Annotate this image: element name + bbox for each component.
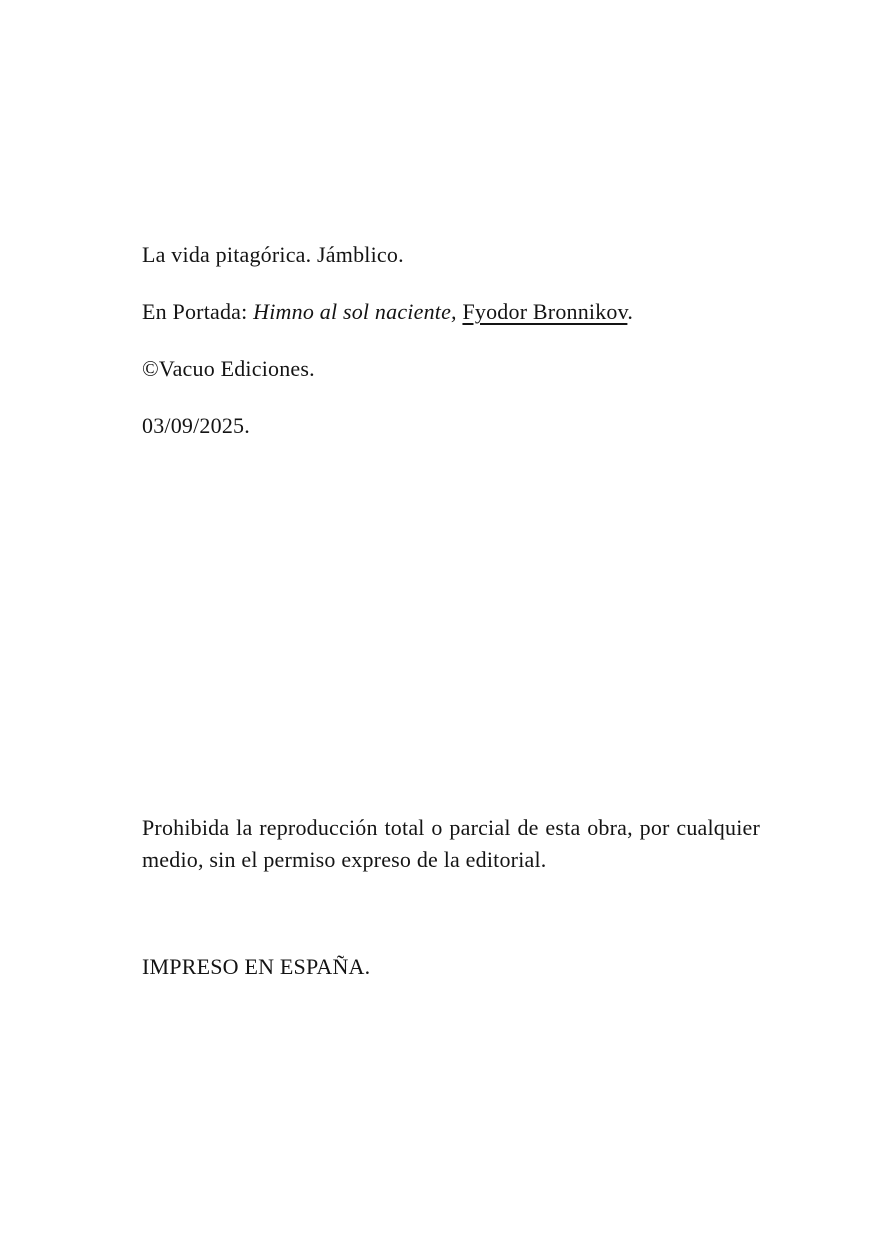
cover-credit-line <box>142 296 760 328</box>
publication-date-line: 03/09/2025. <box>142 413 250 438</box>
cover-artist-link[interactable]: Fyodor Bronnikov <box>462 299 628 324</box>
rights-notice-paragraph: Prohibida la reproducción total o parcial de esta obra, por cualquier medio, sin el permiso expreso de la editorial. <box>142 815 760 872</box>
cover-artwork-title: Himno al sol naciente, <box>253 299 457 324</box>
publisher-copyright-line: ©Vacuo Ediciones. <box>142 356 315 381</box>
book-title-line: La vida pitagórica. Jámblico. <box>142 242 404 267</box>
printed-in-line: IMPRESO EN ESPAÑA. <box>142 954 371 979</box>
cover-credit-prefix: En Portada: <box>142 299 254 324</box>
cover-credit-period: . <box>627 299 634 324</box>
